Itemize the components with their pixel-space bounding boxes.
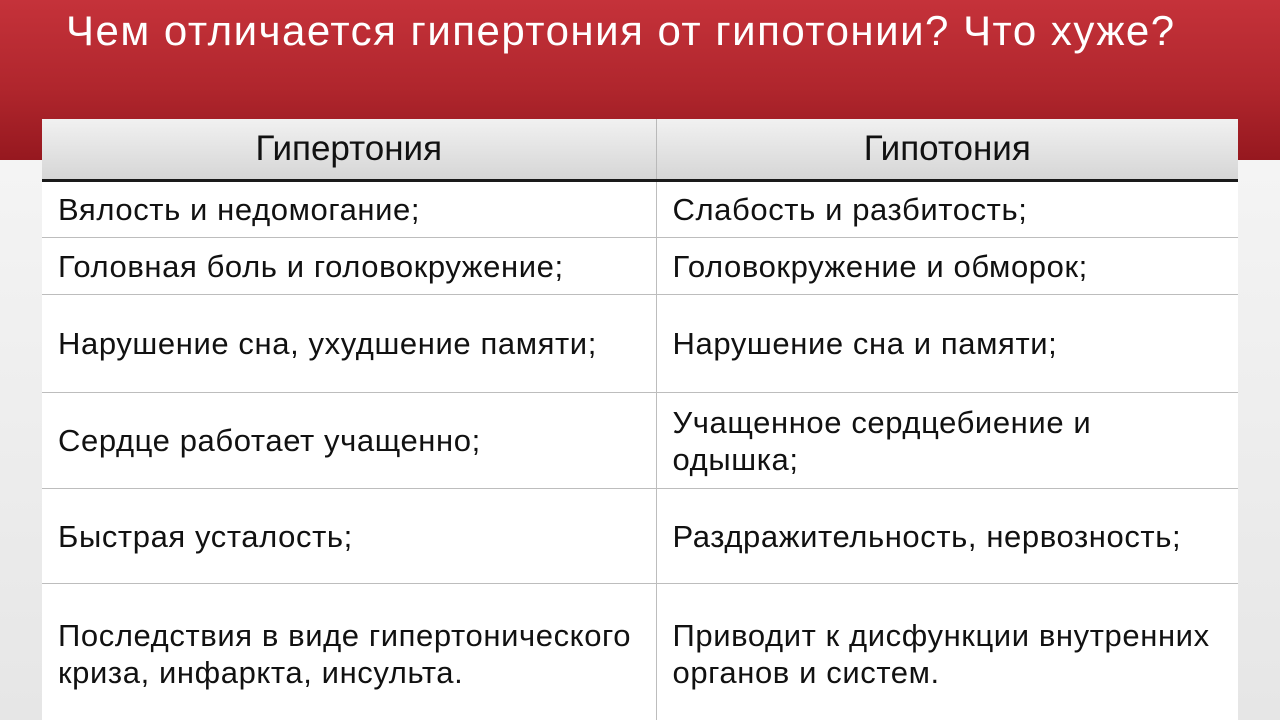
- table-row: [42, 584, 1238, 720]
- comparison-table-container: [42, 119, 1238, 720]
- table-cell-hypertension: Головная боль и головокружение;: [42, 238, 656, 295]
- table-cell-hypotension: Учащенное сердцебиение и одышка;: [656, 393, 1238, 489]
- table-cell-hypotension: Раздражительность, нервозность;: [656, 489, 1238, 584]
- table-row: [42, 181, 1238, 238]
- table-row: [42, 295, 1238, 393]
- table-cell-hypotension: Нарушение сна и памяти;: [656, 295, 1238, 393]
- table-cell-hypertension: Вялость и недомогание;: [42, 181, 656, 238]
- table-cell-hypertension: Быстрая усталость;: [42, 489, 656, 584]
- column-header-hypertension: Гипертония: [42, 119, 656, 181]
- table-row: [42, 393, 1238, 489]
- table-cell-hypertension: Последствия в виде гипертонического криза, инфаркта, инсульта.: [42, 584, 656, 720]
- table-header-row: [42, 119, 1238, 181]
- table-row: [42, 238, 1238, 295]
- table-cell-hypotension: Слабость и разбитость;: [656, 181, 1238, 238]
- table-cell-hypotension: Головокружение и обморок;: [656, 238, 1238, 295]
- slide-title: Чем отличается гипертония от гипотонии? Что хуже?: [66, 7, 1176, 54]
- table-cell-hypertension: Нарушение сна, ухудшение памяти;: [42, 295, 656, 393]
- table-row: [42, 489, 1238, 584]
- comparison-table: [42, 119, 1238, 720]
- table-cell-hypertension: Сердце работает учащенно;: [42, 393, 656, 489]
- table-cell-hypotension: Приводит к дисфункции внутренних органов и систем.: [672, 618, 1210, 690]
- column-header-hypotension: Гипотония: [656, 119, 1238, 181]
